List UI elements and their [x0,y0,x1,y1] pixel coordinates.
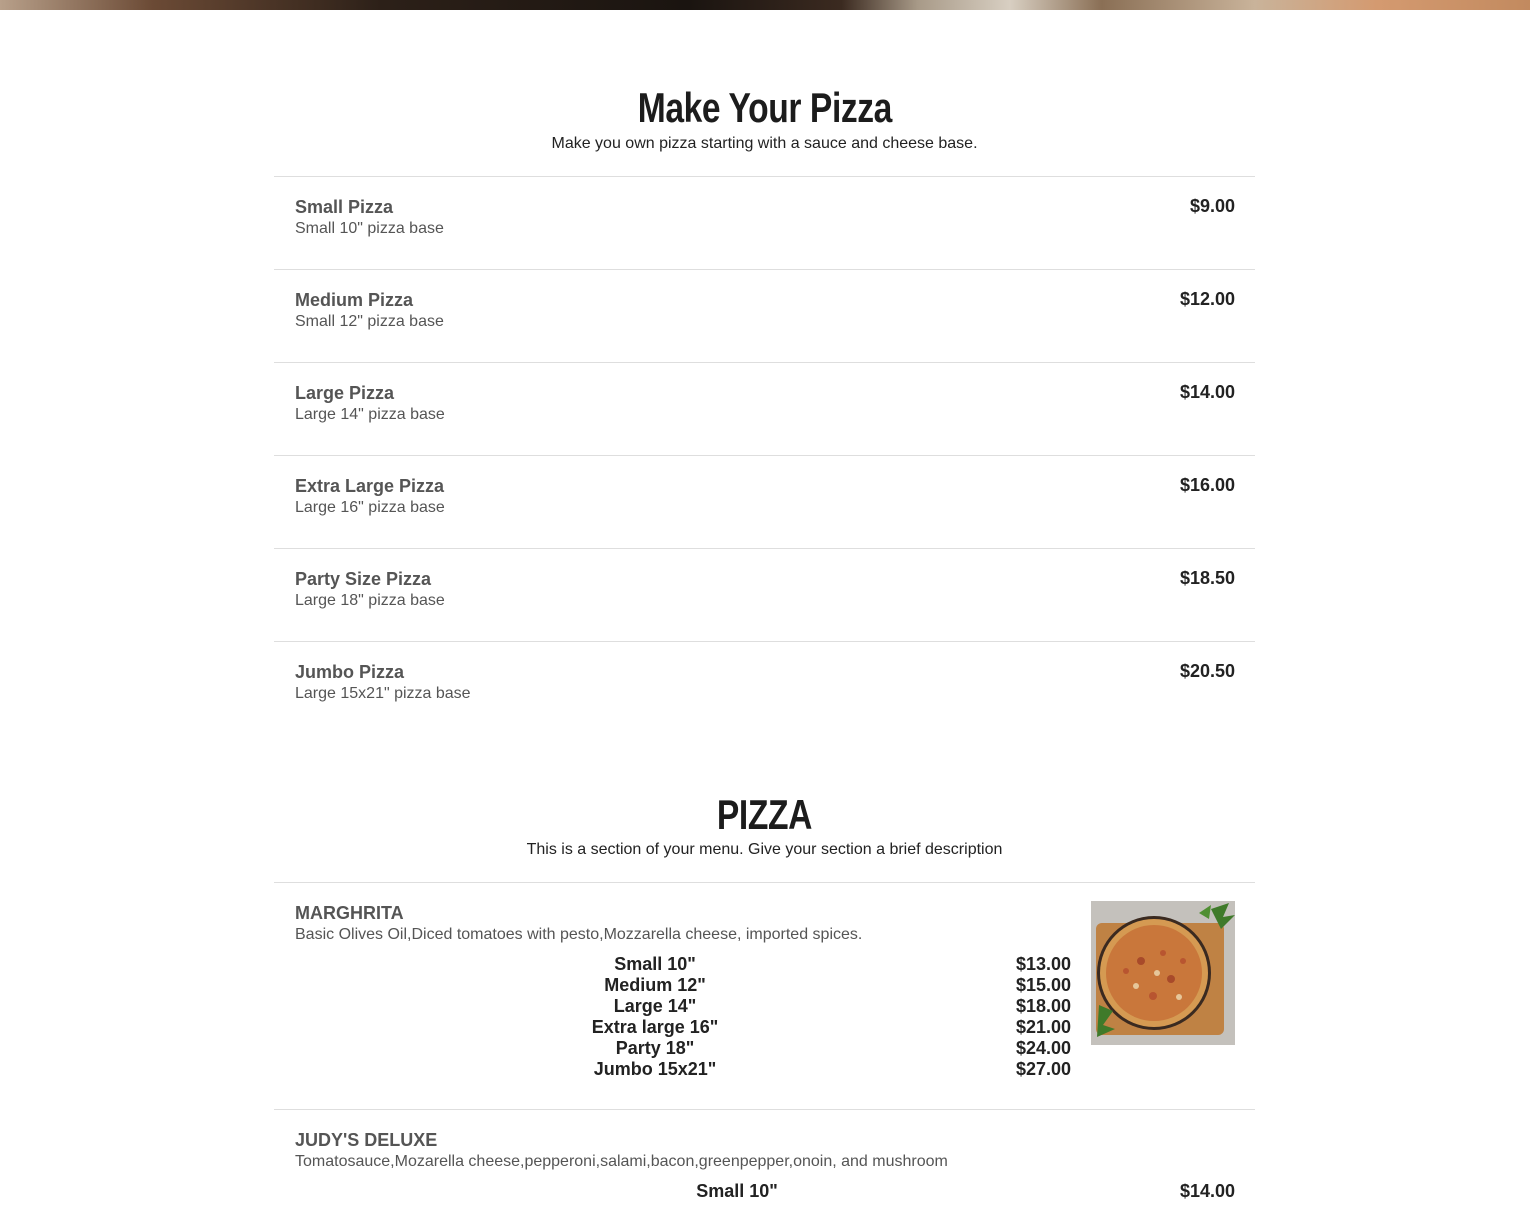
size-row [295,1181,1255,1202]
size-price: $18.00 [1015,996,1071,1016]
item-price: $16.00 [1179,475,1235,495]
menu-item[interactable] [274,1110,1255,1230]
item-name: Large Pizza [295,383,395,403]
size-label: Jumbo 15x21" [593,1059,717,1079]
size-row [295,1059,1071,1080]
size-row [295,954,1071,975]
item-description: Large 18" pizza base [295,592,445,609]
size-price: $14.00 [1179,1181,1235,1201]
hero-image-strip [0,0,1530,10]
item-description: Tomatosauce,Mozarella cheese,pepperoni,salami,bacon,greenpepper,onoin, and mushroom [295,1153,948,1170]
menu-item[interactable] [274,456,1255,548]
menu-item[interactable] [274,549,1255,641]
size-price: $27.00 [1015,1059,1071,1079]
item-name: Medium Pizza [295,290,414,310]
item-price: $18.50 [1179,568,1235,588]
size-label: Small 10" [696,1181,778,1201]
size-label: Extra large 16" [591,1017,719,1037]
menu-item[interactable] [274,642,1255,734]
size-row [295,975,1071,996]
item-description: Large 15x21" pizza base [295,685,471,702]
size-price: $24.00 [1015,1038,1071,1058]
item-price: $12.00 [1179,289,1235,309]
size-row [295,996,1071,1017]
item-description: Basic Olives Oil,Diced tomatoes with pesto,Mozzarella cheese, imported spices. [295,926,863,943]
size-row [295,1038,1071,1059]
item-name: Extra Large Pizza [295,476,445,496]
size-price: $21.00 [1015,1017,1071,1037]
item-description: Large 16" pizza base [295,499,445,516]
section-description: This is a section of your menu. Give your section a brief description [526,841,1003,858]
size-row [295,1017,1071,1038]
menu-item[interactable] [274,883,1255,1109]
section-make-your-pizza-header [274,84,1255,155]
size-price-list [295,1181,1255,1202]
item-price: $14.00 [1179,382,1235,402]
menu-item[interactable] [274,177,1255,269]
section-title: PIZZA [716,791,813,838]
size-price: $13.00 [1015,954,1071,974]
section-pizza-header [274,792,1255,861]
menu-item[interactable] [274,270,1255,362]
menu-item[interactable] [274,363,1255,455]
item-name: JUDY'S DELUXE [295,1130,438,1150]
pizza-photo[interactable] [1091,901,1235,1045]
size-price-list [295,954,1071,1080]
item-price: $9.00 [1189,196,1235,216]
size-label: Small 10" [614,954,696,974]
item-price: $20.50 [1179,661,1235,681]
item-description: Large 14" pizza base [295,406,445,423]
item-name: Jumbo Pizza [295,662,405,682]
size-label: Party 18" [615,1038,695,1058]
item-name: Small Pizza [295,197,394,217]
pizza-photo-image [1091,901,1235,1045]
item-description: Small 12" pizza base [295,313,444,330]
section-title: Make Your Pizza [637,84,892,131]
size-price: $15.00 [1015,975,1071,995]
item-name: Party Size Pizza [295,569,432,589]
size-label: Medium 12" [604,975,706,995]
size-label: Large 14" [613,996,697,1016]
item-name: MARGHRITA [295,903,404,923]
section-description: Make you own pizza starting with a sauce and cheese base. [551,135,978,152]
item-description: Small 10" pizza base [295,220,444,237]
